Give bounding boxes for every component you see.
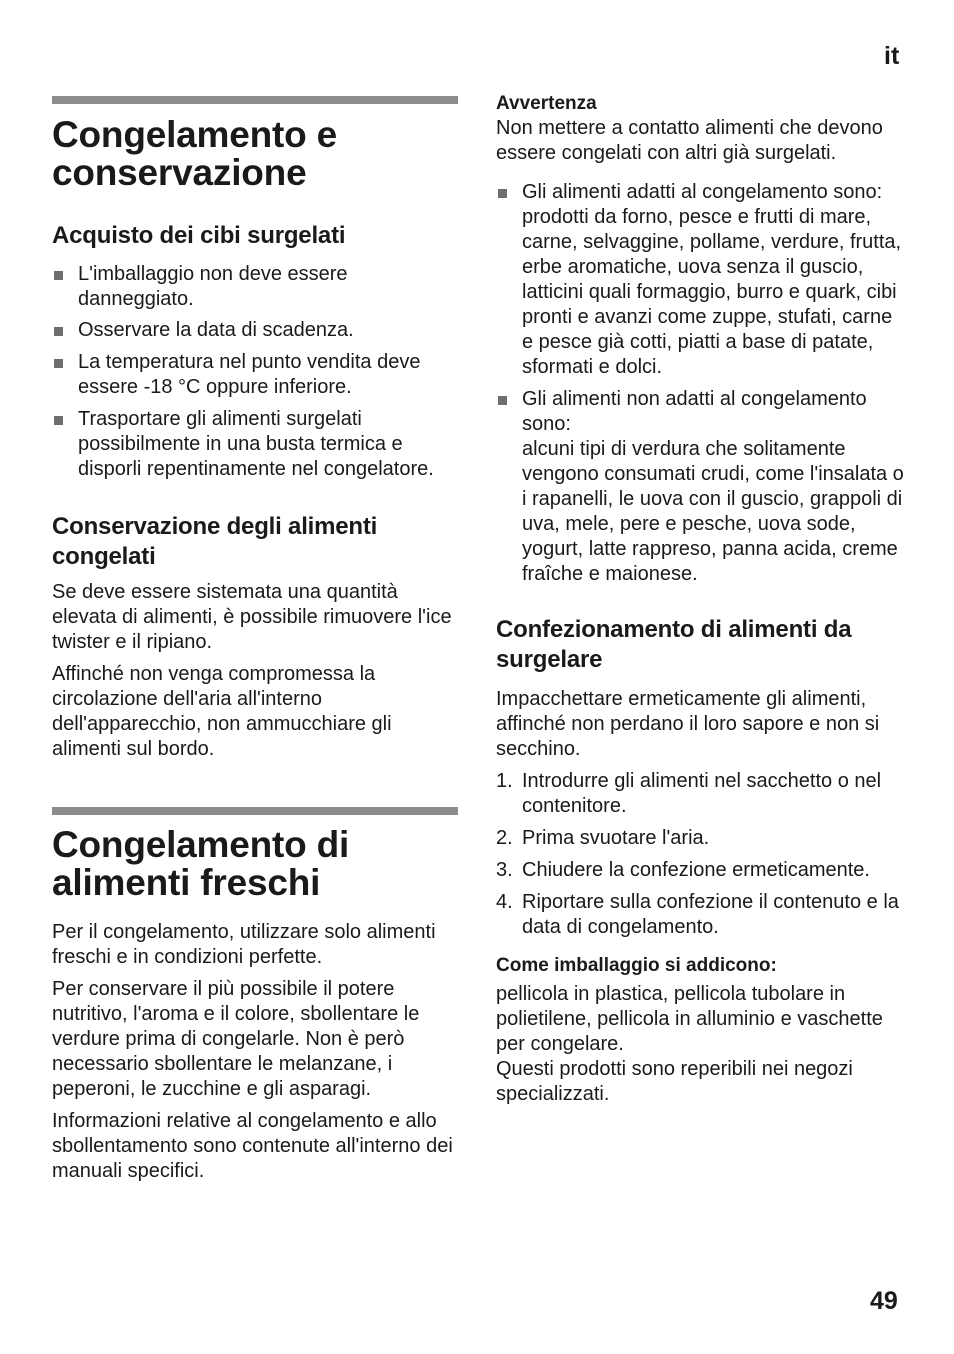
bullet-square-icon bbox=[54, 359, 63, 368]
paragraph: Impacchettare ermeticamente gli alimenti, affinché non perdano il loro sapore e non si secchino. bbox=[496, 688, 880, 760]
page-number: 49 bbox=[870, 1287, 898, 1315]
section-rule bbox=[52, 807, 458, 815]
section-title: Congelamento di alimenti freschi bbox=[52, 824, 350, 903]
subheading: Conservazione degli alimenti congelati bbox=[52, 513, 378, 570]
section-rule bbox=[52, 96, 458, 104]
list-item: 1. Introdurre gli alimenti nel sacchetto o nel contenitore. bbox=[496, 770, 882, 817]
paragraph: Per conservare il più possibile il potere nutritivo, l'aroma e il colore, sbollentare le verdure prima di congelarle. Non è però necessario sbollentare le melanzane, i peperoni, le zucchine e gli asparagi. bbox=[52, 978, 420, 1100]
bullet-list bbox=[52, 262, 458, 482]
subheading: Confezionamento di alimenti da surgelare bbox=[496, 616, 852, 673]
bullet-square-icon bbox=[498, 189, 507, 198]
bullet-square-icon bbox=[498, 396, 507, 405]
paragraph: Informazioni relative al congelamento e allo sbollentamento sono contenute all'interno dei manuali specifici. bbox=[52, 1110, 453, 1182]
list-item: L'imballaggio non deve essere danneggiato. bbox=[52, 262, 458, 312]
list-item: La temperatura nel punto vendita deve essere -18 °C oppure inferiore. bbox=[52, 350, 458, 400]
list-item: 2. Prima svuotare l'aria. bbox=[496, 827, 710, 849]
language-label: it bbox=[884, 42, 900, 70]
left-column bbox=[52, 0, 458, 1184]
paragraph: pellicola in plastica, pellicola tubolare in polietilene, pellicola in alluminio e vaschette per congelare. Questi prodotti sono reperibili nei negozi specializzati. bbox=[496, 983, 883, 1105]
list-item: Gli alimenti non adatti al congelamento sono: alcuni tipi di verdura che solitamente vengono consumati crudi, come l'insalata o i rapanelli, le uova con il guscio, grappoli di uva, mele, pere e pesche, uova sode, yogurt, latte rappreso, panna acida, creme fraîche e maionese. bbox=[496, 387, 908, 587]
bullet-square-icon bbox=[54, 271, 63, 280]
paragraph: Affinché non venga compromessa la circolazione dell'aria all'interno dell'apparecchio, non ammucchiare gli alimenti sul bordo. bbox=[52, 663, 392, 760]
materials-heading: Come imballaggio si addicono: bbox=[496, 955, 777, 976]
right-column bbox=[496, 0, 908, 1107]
list-item: Osservare la data di scadenza. bbox=[52, 318, 458, 343]
list-item: 4. Riportare sulla confezione il contenuto e la data di congelamento. bbox=[496, 891, 899, 938]
warning-text: Non mettere a contatto alimenti che devono essere congelati con altri già surgelati. bbox=[496, 117, 883, 164]
numbered-list bbox=[496, 769, 908, 940]
list-item: 3. Chiudere la confezione ermeticamente. bbox=[496, 859, 870, 881]
bullet-square-icon bbox=[54, 327, 63, 336]
paragraph: Per il congelamento, utilizzare solo alimenti freschi e in condizioni perfette. bbox=[52, 921, 436, 968]
paragraph: Se deve essere sistemata una quantità elevata di alimenti, è possibile rimuovere l'ice twister e il ripiano. bbox=[52, 581, 452, 653]
subheading: Acquisto dei cibi surgelati bbox=[52, 222, 346, 249]
list-item: Gli alimenti adatti al congelamento sono: prodotti da forno, pesce e frutti di mare, carne, selvaggine, pollame, verdure, frutta, erbe aromatiche, uova senza il guscio, latticini quali formaggio, burro e quark, cibi pronti e avanzi come zuppe, stufati, carne e pesce già cotti, piatti a base di patate, sformati e dolci. bbox=[496, 180, 908, 380]
section-title: Congelamento e conservazione bbox=[52, 114, 338, 193]
list-item: Trasportare gli alimenti surgelati possibilmente in una busta termica e disporli repentinamente nel congelatore. bbox=[52, 407, 458, 482]
bullet-list bbox=[496, 180, 908, 587]
warning-heading: Avvertenza bbox=[496, 93, 597, 114]
bullet-square-icon bbox=[54, 416, 63, 425]
